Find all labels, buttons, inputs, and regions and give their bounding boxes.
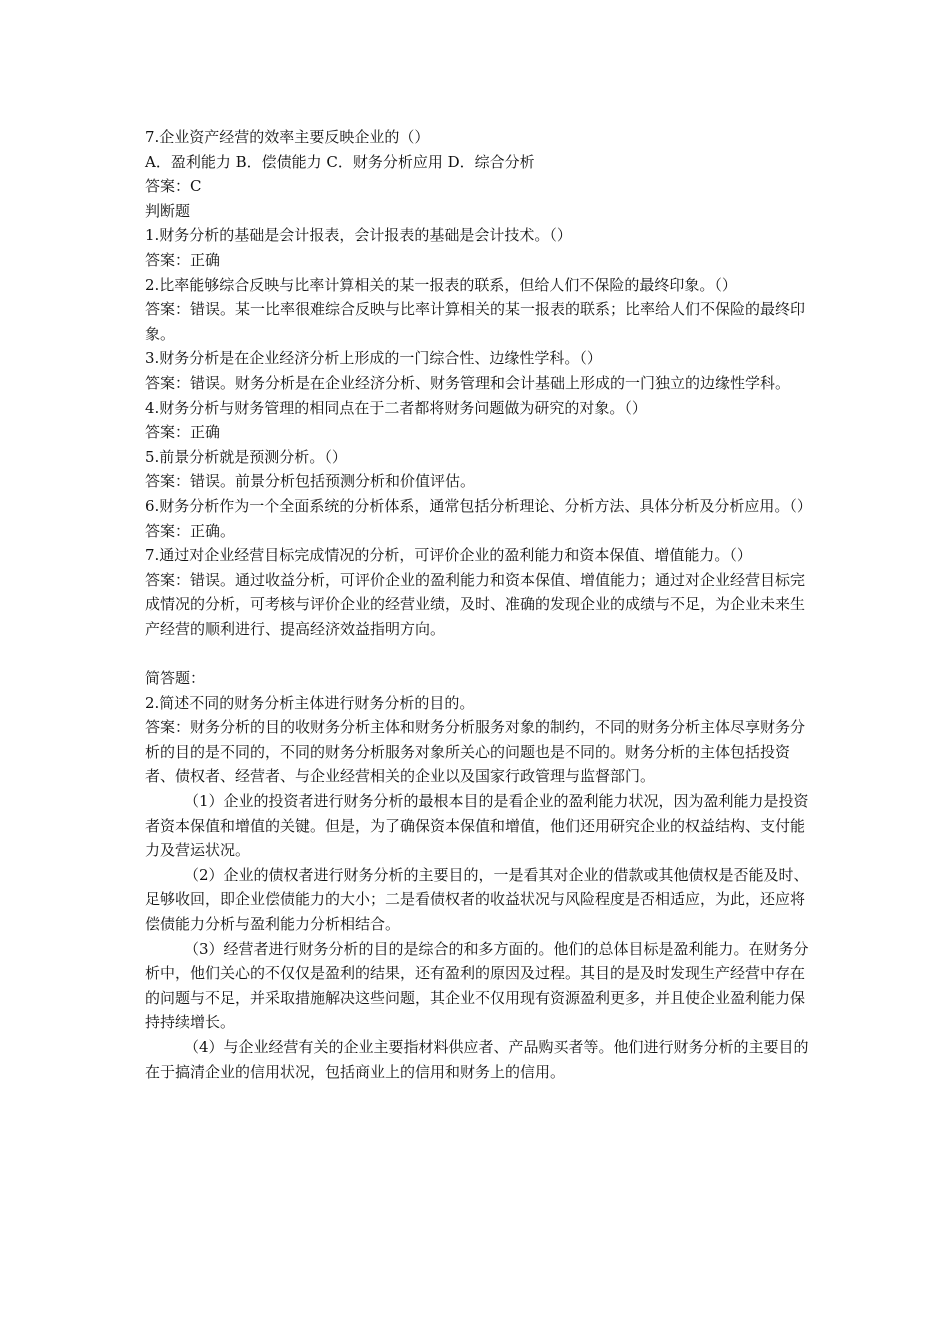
short-answer-point-3: （3）经营者进行财务分析的目的是综合的和多方面的。他们的总体目标是盈利能力。在财务分析中，他们关心的不仅仅是盈利的结果，还有盈利的原因及过程。其目的是及时发现生产经营中存在的问题与不足，并采取措施解决这些问题，其企业不仅用现有资源盈利更多，并且使企业盈利能力保持持续增长。 xyxy=(145,939,809,1032)
judge-question-5: 5.前景分析就是预测分析。（） xyxy=(145,447,347,466)
judge-question-4: 4.财务分析与财务管理的相同点在于二者都将财务问题做为研究的对象。（） xyxy=(145,398,647,417)
document-body xyxy=(145,125,810,1084)
judge-answer-3: 答案：错误。财务分析是在企业经济分析、财务管理和会计基础上形成的一门独立的边缘性学科。 xyxy=(145,373,791,392)
judge-question-6: 6.财务分析作为一个全面系统的分析体系，通常包括分析理论、分析方法、具体分析及分析应用。（） xyxy=(145,496,812,515)
short-answer-point-2: （2）企业的债权者进行财务分析的主要目的，一是看其对企业的借款或其他债权是否能及时、足够收回，即企业偿债能力的大小；二是看债权者的收益状况与风险程度是否相适应，为此，还应将偿债能力分析与盈利能力分析相结合。 xyxy=(145,865,809,933)
mc-options: A．盈利能力 B．偿债能力 C．财务分析应用 D．综合分析 xyxy=(145,152,535,171)
judge-answer-2: 答案：错误。某一比率很难综合反映与比率计算相关的某一报表的联系；比率给人们不保险的最终印象。 xyxy=(145,300,806,343)
mc-question: 7.企业资产经营的效率主要反映企业的（） xyxy=(145,128,430,146)
judge-answer-6: 答案：正确。 xyxy=(145,521,236,540)
judge-question-1: 1.财务分析的基础是会计报表，会计报表的基础是会计技术。（） xyxy=(145,226,572,245)
judge-heading: 判断题 xyxy=(145,201,191,220)
short-answer-intro: 答案：财务分析的目的收财务分析主体和财务分析服务对象的制约，不同的财务分析主体尽享财务分析的目的是不同的，不同的财务分析服务对象所关心的问题也是不同的。财务分析的主体包括投资者、债权者、经营者、与企业经营相关的企业以及国家行政管理与监督部门。 xyxy=(145,718,806,786)
judge-question-3: 3.财务分析是在企业经济分析上形成的一门综合性、边缘性学科。（） xyxy=(145,349,602,368)
short-answer-point-4: （4）与企业经营有关的企业主要指材料供应者、产品购买者等。他们进行财务分析的主要目的在于搞清企业的信用状况，包括商业上的信用和财务上的信用。 xyxy=(145,1037,809,1081)
judge-question-2: 2.比率能够综合反映与比率计算相关的某一报表的联系，但给人们不保险的最终印象。（） xyxy=(145,275,737,294)
section-gap xyxy=(145,641,810,666)
judge-answer-5: 答案：错误。前景分析包括预测分析和价值评估。 xyxy=(145,472,476,491)
judge-answer-7: 答案：错误。通过收益分析，可评价企业的盈利能力和资本保值、增值能力；通过对企业经营目标完成情况的分析，可考核与评价企业的经营业绩，及时、准确的发现企业的成绩与不足，为企业未来生产经营的顺利进行、提高经济效益指明方向。 xyxy=(145,570,806,638)
short-question-2: 2.简述不同的财务分析主体进行财务分析的目的。 xyxy=(145,693,475,712)
judge-answer-4: 答案：正确 xyxy=(145,423,221,442)
judge-answer-1: 答案：正确 xyxy=(145,250,221,269)
mc-answer: 答案：C xyxy=(145,177,202,196)
short-heading: 简答题： xyxy=(145,669,206,688)
short-answer-point-1: （1）企业的投资者进行财务分析的最根本目的是看企业的盈利能力状况，因为盈利能力是投资者资本保值和增值的关键。但是，为了确保资本保值和增值，他们还用研究企业的权益结构、支付能力及营运状况。 xyxy=(145,792,809,860)
judge-question-7: 7.通过对企业经营目标完成情况的分析，可评价企业的盈利能力和资本保值、增值能力。（） xyxy=(145,546,752,565)
